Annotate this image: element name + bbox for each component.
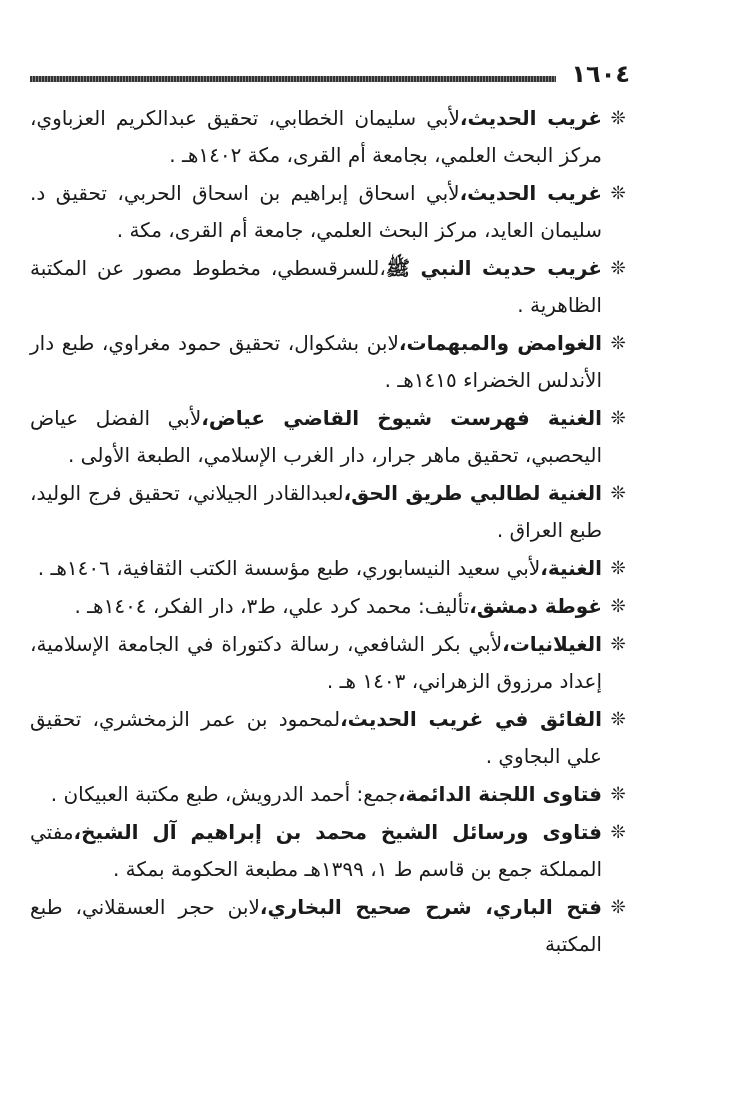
bibliography-entry [30,588,630,625]
entry-text: ،للسرقسطي، مخطوط مصور عن المكتبة الظاهرية . [30,256,602,317]
bullet-icon: ❊ [610,784,626,805]
header-rule [30,76,556,82]
entry-title: الغيلانيات، [502,632,602,656]
bibliography-entry [30,475,630,549]
entry-title: غريب الحديث، [459,106,602,130]
bullet-icon: ❊ [610,558,626,579]
bullet-icon: ❊ [610,634,626,655]
bibliography-entry [30,175,630,249]
bullet-icon: ❊ [610,258,626,279]
bullet-icon: ❊ [610,408,626,429]
bullet-icon: ❊ [610,183,626,204]
bibliography-entry [30,325,630,399]
page [30,58,630,1078]
bullet-icon: ❊ [610,596,626,617]
entry-text: تأليف: محمد كرد علي، ط٣، دار الفكر، ١٤٠٤هـ . [74,594,470,618]
entry-text: لابن حجر العسقلاني، طبع المكتبة [30,895,602,956]
bibliography-entry [30,250,630,324]
entry-title: الغنية، [540,556,602,580]
bullet-icon: ❊ [610,822,626,843]
entry-text: لأبي بكر الشافعي، رسالة دكتوراة في الجامعة الإسلامية، إعداد مرزوق الزهراني، ١٤٠٣ هـ . [30,632,602,693]
entry-title: غريب حديث النبي ﷺ [385,256,602,280]
entry-title: غريب الحديث، [459,181,603,205]
entry-title: الفائق في غريب الحديث، [340,707,602,731]
bullet-icon: ❊ [610,709,626,730]
bullet-icon: ❊ [610,483,626,504]
page-header [30,58,630,90]
bullet-icon: ❊ [610,333,626,354]
bibliography-entry [30,100,630,174]
bibliography-entry [30,889,630,963]
bibliography-entry [30,400,630,474]
bullet-icon: ❊ [610,897,626,918]
bibliography-entry [30,776,630,813]
entry-title: الغنية لطالبي طريق الحق، [343,481,602,505]
entry-text: لأبي سعيد النيسابوري، طبع مؤسسة الكتب الثقافية، ١٤٠٦هـ . [37,556,541,580]
bibliography-entry [30,550,630,587]
entry-text: لأبي اسحاق إبراهيم بن اسحاق الحربي، تحقيق د. سليمان العايد، مركز البحث العلمي، جامعة أم القرى، مكة . [30,181,602,242]
entry-title: فتاوى اللجنة الدائمة، [397,782,602,806]
entry-text: جمع: أحمد الدرويش، طبع مكتبة العبيكان . [50,782,398,806]
bullet-icon: ❊ [610,108,626,129]
page-number: ١٦٠٤ [571,60,630,88]
entry-title: فتاوى ورسائل الشيخ محمد بن إبراهيم آل الشيخ، [73,820,602,844]
entry-text: لابن بشكوال، تحقيق حمود مغراوي، طبع دار الأندلس الخضراء ١٤١٥هـ . [30,331,602,392]
entry-text: مفتي المملكة جمع بن قاسم ط ١، ١٣٩٩هـ مطبعة الحكومة بمكة . [30,820,602,881]
entry-title: غوطة دمشق، [469,594,602,618]
entry-text: لأبي سليمان الخطابي، تحقيق عبدالكريم العزباوي، مركز البحث العلمي، بجامعة أم القرى، مكة ١٤٠٢هـ . [30,106,602,167]
entry-title: الغنية فهرست شيوخ القاضي عياض، [201,406,603,430]
entry-text: لعبدالقادر الجيلاني، تحقيق فرج الوليد، طبع العراق . [30,481,602,542]
bibliography-entry [30,626,630,700]
bibliography-entry [30,701,630,775]
bibliography-list [30,100,630,963]
entry-title: الغوامض والمبهمات، [398,331,602,355]
entry-text: لأبي الفضل عياض اليحصبي، تحقيق ماهر جرار، دار الغرب الإسلامي، الطبعة الأولى . [30,406,602,467]
entry-title: فتح الباري، شرح صحيح البخاري، [259,895,602,919]
bibliography-entry [30,814,630,888]
entry-text: لمحمود بن عمر الزمخشري، تحقيق علي البجاوي . [30,707,602,768]
